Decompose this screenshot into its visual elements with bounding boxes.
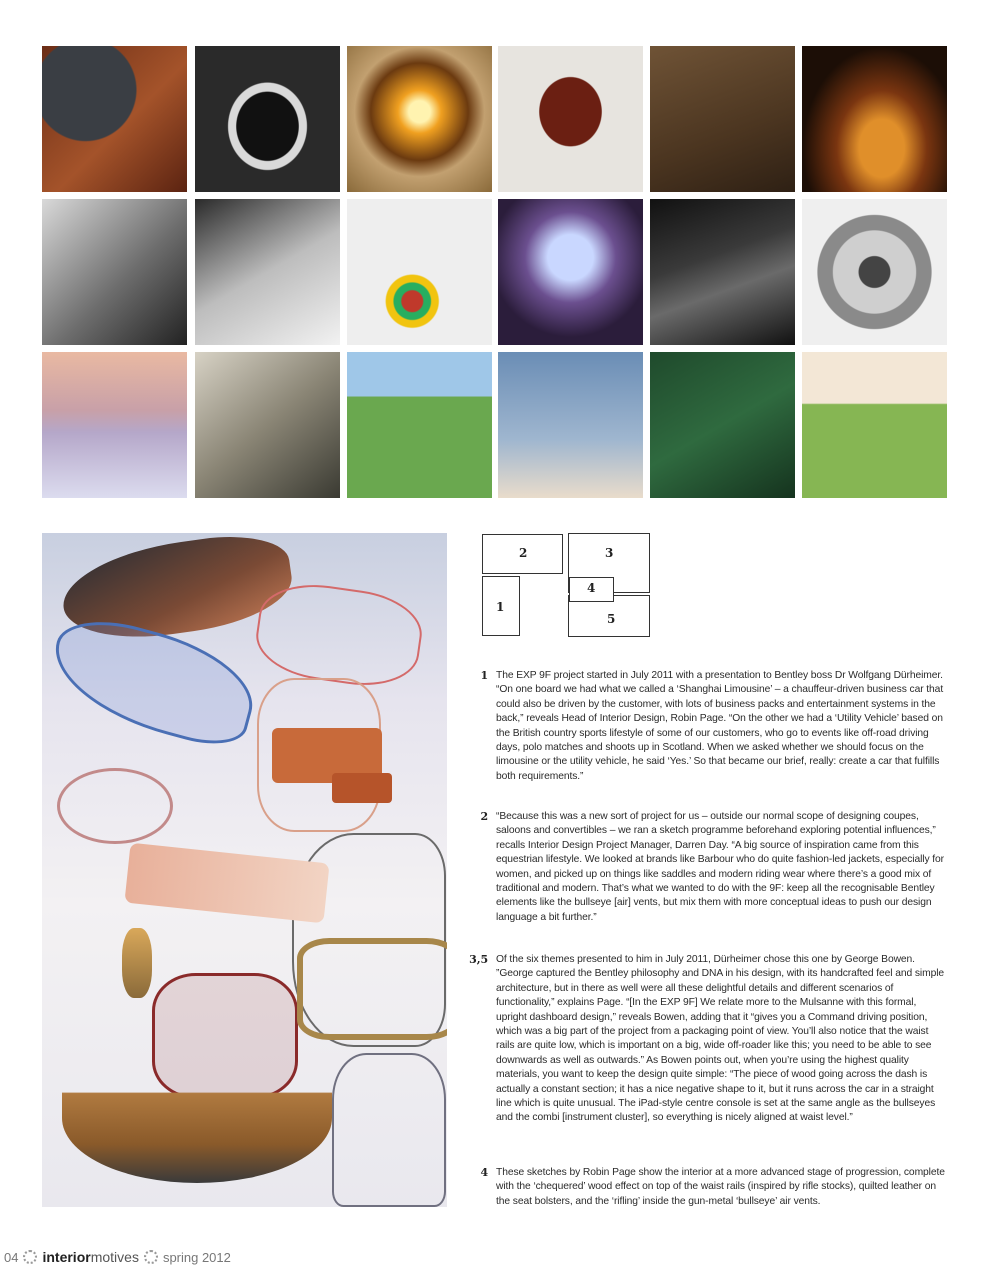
sketch-gear-knob: [122, 928, 152, 998]
layout-key-box-4: 4: [569, 577, 614, 602]
photo-car-on-ice: [42, 352, 187, 498]
magazine-brand-bold: interior: [42, 1249, 91, 1265]
photo-tablet: [650, 199, 795, 345]
photo-thread-spools: [347, 199, 492, 345]
caption-text: These sketches by Robin Page show the interior at a more advanced stage of progression, complete with the ‘chequered’ wood effect on top of the waist rails (inspired by rifle stocks), quilted leather on the seat bolsters, and the ‘rifling’ inside the gun-metal ‘bullseye’ air vents.: [496, 1167, 945, 1207]
sketch-leather-cushion: [332, 773, 392, 803]
dotted-ring-icon: [144, 1250, 158, 1264]
sketch-wood-dash: [62, 1053, 332, 1183]
magazine-brand-light: motives: [90, 1249, 139, 1265]
caption-text: Of the six themes presented to him in July 2011, Dürheimer chose this one by George Bowen. ”George captured the Bentley philosophy and DNA in his design, with its handcrafted feel and simple architecture, but in there as well were all these delightful details and different scenarios of functionality,” explains Page. “[In the EXP 9F] We relate more to the Mulsanne with this formal, upright dashboard design,” reveals Bowen, adding that it “gives you a Command driving position, which was a big part of the project from a packaging point of view. You’ll also notice that the waist rails are quite low, which is important on a big, wide off-roader like this; you need to be able to see downwards as well as outwards.” As Bowen points out, when you’re using the highest quality materials, you want to keep the design quite simple: “The piece of wood going across the dash is actually a constant section; it has a nice negative shape to it, but it runs across the car in a straight line which is quite unusual. The iPad-style centre console is set at the same angle as the bullseyes and the combi [instrument cluster], so everything is nicely aligned at waist level.”: [496, 954, 945, 1124]
caption-number: 2: [480, 810, 488, 823]
sketch-red-dash-outline: [251, 577, 426, 693]
layout-key-box-1: 1: [482, 576, 520, 636]
caption-number: 3,5: [469, 953, 488, 966]
photo-picnic: [802, 352, 947, 498]
layout-key-box-5: 5: [568, 595, 650, 637]
layout-key-box-3: 3: [568, 533, 650, 593]
dotted-ring-icon: [23, 1250, 37, 1264]
caption-3-5: [469, 953, 948, 1126]
photo-falconry: [498, 352, 643, 498]
photo-shotgun-case: [650, 352, 795, 498]
photo-saddle: [498, 46, 643, 192]
photo-chrome-vent: [195, 46, 340, 192]
caption-number: 4: [480, 1166, 488, 1179]
caption-text: “Because this was a new sort of project for us – outside our normal scope of designing coupes, saloons and convertibles – we ran a sketch programme beforehand exploring potential influences,” recalls Interior Design Project Manager, Darren Day. “A big source of inspiration came from this equestrian lifestyle. We looked at brands like Barbour who do quite fashion-led jackets, especially for women, and picked up on things like saddles and modern riding wear where there’s a good mix of traditional and modern. That’s what we wanted to do with the 9F: keep all the recognisable Bentley elements like the bullseye [air] vents, but mix them with more conceptual ideas to push our design language a bit further.”: [496, 811, 944, 923]
photo-vintage-car: [195, 352, 340, 498]
photo-sewing: [42, 199, 187, 345]
photo-stitched-leather: [42, 46, 187, 192]
sketch-dash-panel: [124, 843, 329, 924]
photo-jacket: [650, 46, 795, 192]
photo-gloved-hands: [195, 199, 340, 345]
photo-oven: [347, 46, 492, 192]
photo-polo-car: [347, 352, 492, 498]
caption-number: 1: [480, 669, 488, 682]
sketch-handle-loop: [57, 768, 173, 844]
layout-key-box-2: 2: [482, 534, 563, 574]
photo-bullseye-interior: [498, 199, 643, 345]
interior-sketch-board: [42, 533, 447, 1207]
caption-1: [480, 669, 948, 784]
photo-camera-lens: [802, 199, 947, 345]
caption-2: [480, 810, 948, 925]
issue-label: spring 2012: [162, 1249, 231, 1265]
caption-4: [480, 1166, 948, 1209]
sketch-quilted-seat: [332, 1053, 446, 1207]
sketch-wood-frame: [297, 938, 447, 1040]
page-number: 04: [4, 1249, 19, 1265]
caption-text: The EXP 9F project started in July 2011 with a presentation to Bentley boss Dr Wolfgang Dürheimer. “On one board we had what we called a ‘Shanghai Limousine’ – a chauffeur-driven business car that could also be driven by the customer, with lots of business packs and entertainment systems in the back,” reveals Head of Interior Design, Robin Page. “On the other we had a ‘Utility Vehicle’ based on the British country sports lifestyle of some of our customers, who go to events like off-road driving days, polo matches and shoots up in Scotland. When we asked whether we should focus on the limousine or the utility vehicle, he said ‘Yes.’ So that became our brief, really: create a car that fulfills both requirements.”: [496, 670, 944, 782]
page-footer: [4, 1247, 231, 1267]
photo-guitar: [802, 46, 947, 192]
